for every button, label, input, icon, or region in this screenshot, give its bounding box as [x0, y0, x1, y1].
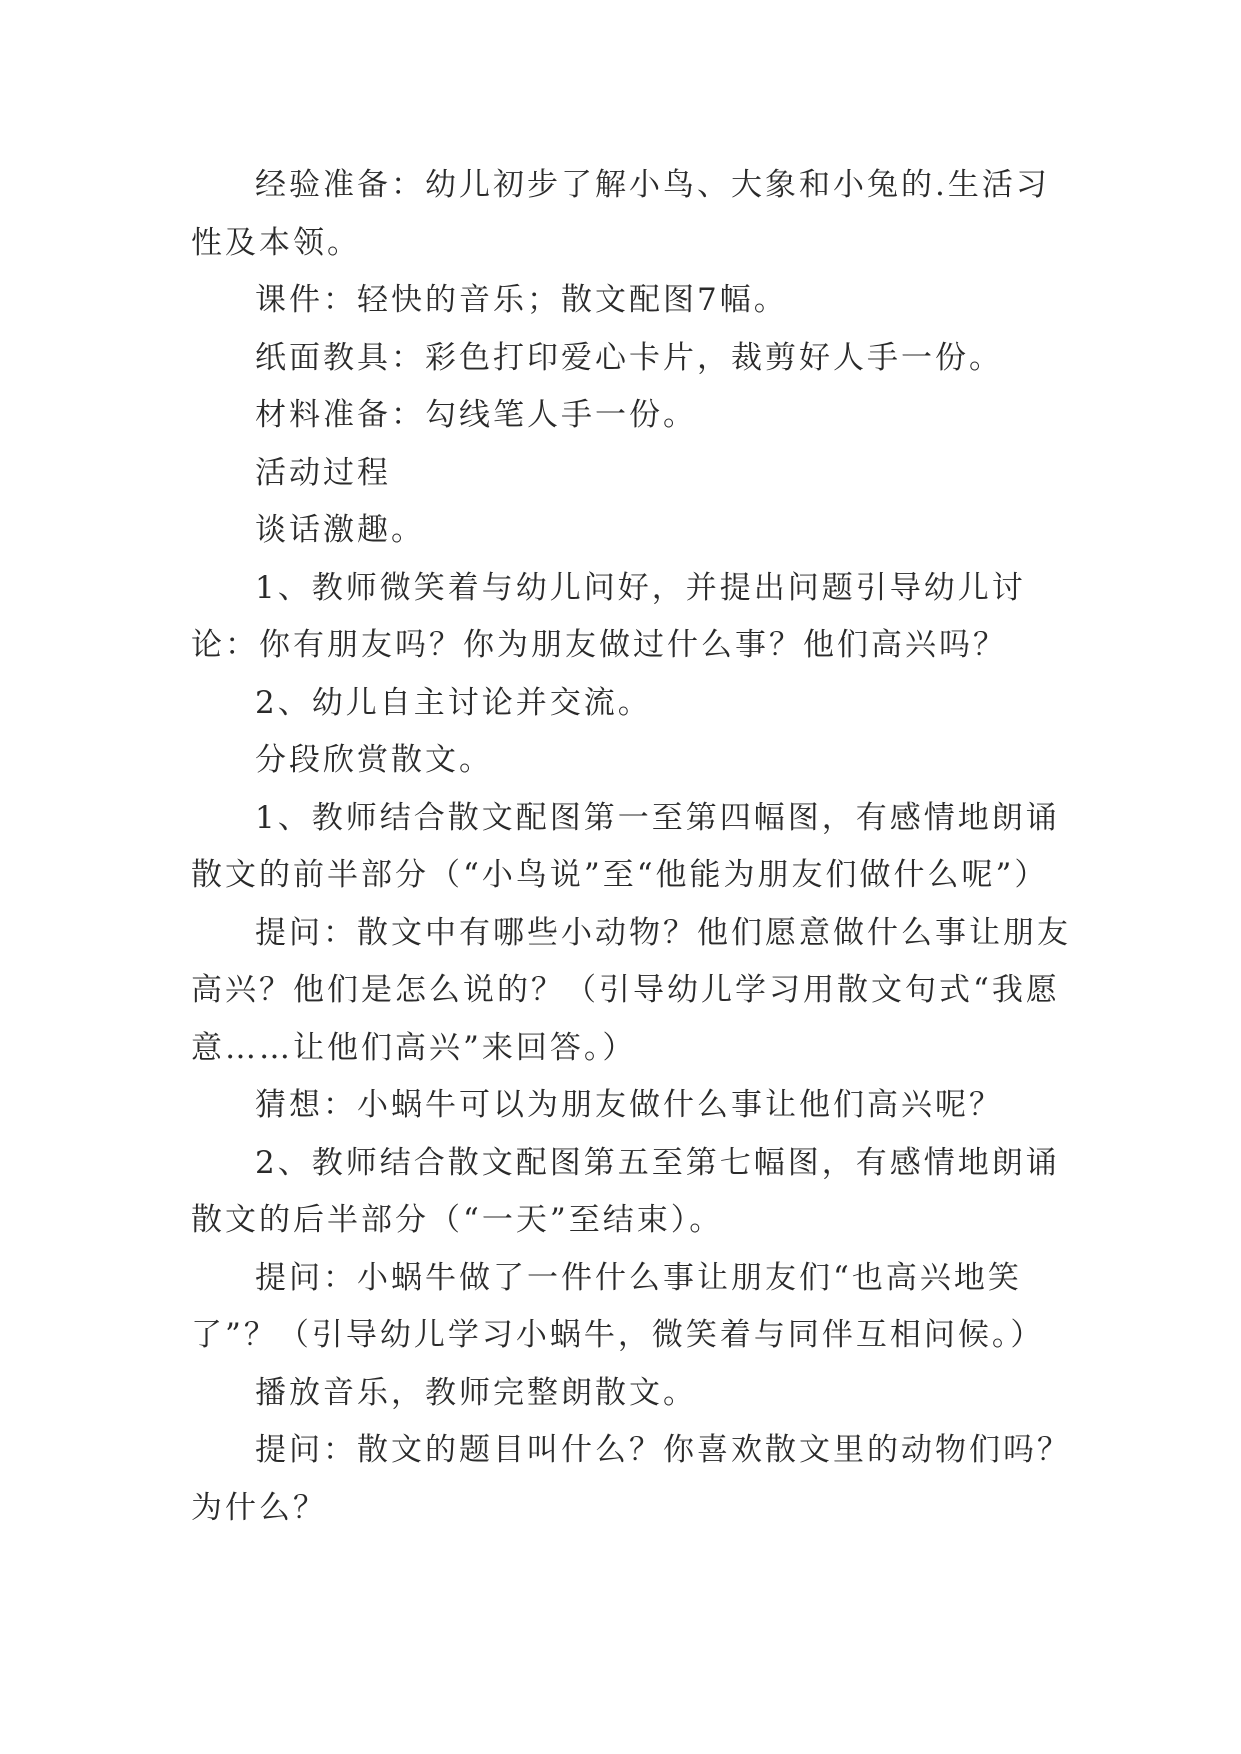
paragraph-play-music: 播放音乐，教师完整朗散文。 [255, 1374, 697, 1411]
paragraph-segment-appreciation: 分段欣赏散文。 [255, 742, 493, 778]
paragraph-courseware: 课件：轻快的音乐；散文配图7幅。 [255, 282, 788, 318]
document-body [191, 157, 1071, 1537]
paragraph-step-1-greeting: 1、教师微笑着与幼儿问好，并提出问题引导幼儿讨论：你有朋友吗？你为朋友做过什么事？他们高兴吗？ [191, 569, 1026, 663]
paragraph-question-snail: 提问：小蜗牛做了一件什么事让朋友们“也高兴地笑了”？（引导幼儿学习小蜗牛，微笑着与同伴互相问候。） [191, 1259, 1045, 1353]
paragraph-question-title: 提问：散文的题目叫什么？你喜欢散文里的动物们吗？为什么？ [191, 1432, 1071, 1526]
paragraph-paper-teaching-aids: 纸面教具：彩色打印爱心卡片，裁剪好人手一份。 [255, 339, 1003, 376]
paragraph-guess-snail: 猜想：小蜗牛可以为朋友做什么事让他们高兴呢？ [255, 1087, 1003, 1123]
paragraph-activity-process-heading: 活动过程 [255, 454, 391, 491]
paragraph-step-2-discussion: 2、幼儿自主讨论并交流。 [255, 684, 652, 721]
paragraph-talk-interest: 谈话激趣。 [255, 512, 425, 548]
paragraph-question-animals: 提问：散文中有哪些小动物？他们愿意做什么事让朋友高兴？他们是怎么说的？（引导幼儿学习用散文句式“我愿意……让他们高兴”来回答。） [191, 914, 1071, 1066]
paragraph-materials: 材料准备：勾线笔人手一份。 [255, 397, 697, 433]
paragraph-second-half-reading: 2、教师结合散文配图第五至第七幅图，有感情地朗诵散文的后半部分（“一天”至结束）。 [191, 1144, 1060, 1238]
paragraph-first-half-reading: 1、教师结合散文配图第一至第四幅图，有感情地朗诵散文的前半部分（“小鸟说”至“他能为朋友们做什么呢”） [191, 799, 1060, 893]
paragraph-experience-prep: 经验准备：幼儿初步了解小鸟、大象和小兔的.生活习性及本领。 [191, 167, 1050, 261]
